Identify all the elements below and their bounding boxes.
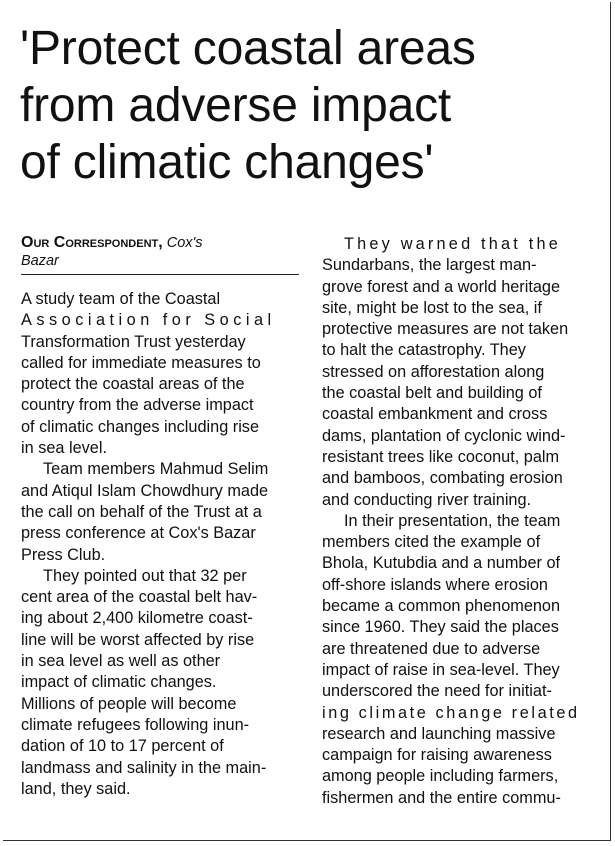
byline-name: Our Correspondent, [21, 234, 163, 251]
text-line: in sea level. [21, 439, 107, 458]
text-line: and conducting river training. [322, 490, 532, 509]
text-line: country from the adverse impact [21, 396, 254, 415]
text-line: landmass and salinity in the main- [21, 758, 267, 777]
text-line: campaign for raising awareness [322, 746, 552, 765]
text-line: since 1960. They said the places [322, 618, 559, 637]
text-line: dation of 10 to 17 percent of [21, 737, 224, 756]
text-line: site, might be lost to the sea, if [322, 298, 542, 317]
left-column [21, 234, 299, 800]
text-line: in sea level as well as other [21, 652, 221, 671]
paragraph-4 [322, 234, 600, 511]
text-line: and bamboos, combating erosion [322, 469, 563, 488]
text-line: impact of climatic changes. [21, 673, 217, 692]
text-line: Press Club. [21, 545, 106, 564]
text-line: Bhola, Kutubdia and a number of [322, 554, 561, 573]
text-line: protective measures are not taken [322, 320, 569, 339]
headline-line-3: of climatic changes' [20, 136, 434, 189]
text-line: off-shore islands where erosion [322, 575, 548, 594]
text-line: dams, plantation of cyclonic wind- [322, 426, 566, 445]
text-line: members cited the example of [322, 533, 541, 552]
text-line: coastal embankment and cross [322, 405, 548, 424]
text-line: They warned that the [344, 235, 561, 253]
text-line: land, they said. [21, 779, 131, 798]
text-line: protect the coastal areas of the [21, 375, 245, 394]
text-line: ing about 2,400 kilometre coast- [21, 609, 253, 628]
text-line: among people including farmers, [322, 767, 559, 786]
text-line: the call on behalf of the Trust at a [21, 502, 262, 521]
text-line: Association for Social [21, 311, 276, 330]
text-line: underscored the need for initiat- [322, 682, 552, 701]
byline-place-1: Cox's [166, 235, 203, 251]
headline-line-2: from adverse impact [20, 79, 452, 132]
text-line: climate refugees following inun- [21, 715, 250, 734]
text-line: stressed on afforestation along [322, 362, 545, 381]
text-line: called for immediate measures to [21, 353, 261, 372]
text-line: and Atiqul Islam Chowdhury made [21, 481, 269, 500]
text-line: In their presentation, the team [344, 511, 561, 530]
text-line: Team members Mahmud Selim [43, 460, 269, 479]
text-line: are threatened due to adverse [322, 639, 541, 658]
byline-place-2: Bazar [21, 253, 59, 269]
text-line: research and launching massive [322, 724, 556, 743]
text-line: fishermen and the entire commu- [322, 788, 561, 807]
text-line: of climatic changes including rise [21, 417, 260, 436]
paragraph-5 [322, 511, 600, 809]
paragraph-3 [21, 566, 299, 800]
text-line: They pointed out that 32 per [43, 566, 247, 585]
text-line: to halt the catastrophy. They [322, 341, 526, 360]
headline [20, 20, 610, 191]
text-line: cent area of the coastal belt hav- [21, 588, 258, 607]
text-line: the coastal belt and building of [322, 384, 542, 403]
text-line: Transformation Trust yesterday [21, 332, 246, 351]
byline [21, 234, 299, 275]
text-line: ing climate change related [322, 703, 580, 722]
text-line: press conference at Cox's Bazar [21, 524, 256, 543]
right-column [322, 234, 600, 809]
text-line: Millions of people will become [21, 694, 237, 713]
text-line: Sundarbans, the largest man- [322, 256, 537, 275]
text-line: line will be worst affected by rise [21, 630, 255, 649]
headline-line-1: 'Protect coastal areas [20, 22, 476, 75]
text-line: A study team of the Coastal [21, 290, 221, 308]
text-line: became a common phenomenon [322, 597, 561, 616]
paragraph-2 [21, 459, 299, 565]
text-line: resistant trees like coconut, palm [322, 447, 560, 466]
text-line: grove forest and a world heritage [322, 277, 561, 296]
paragraph-1 [21, 289, 299, 459]
text-line: impact of raise in sea-level. They [322, 660, 560, 679]
